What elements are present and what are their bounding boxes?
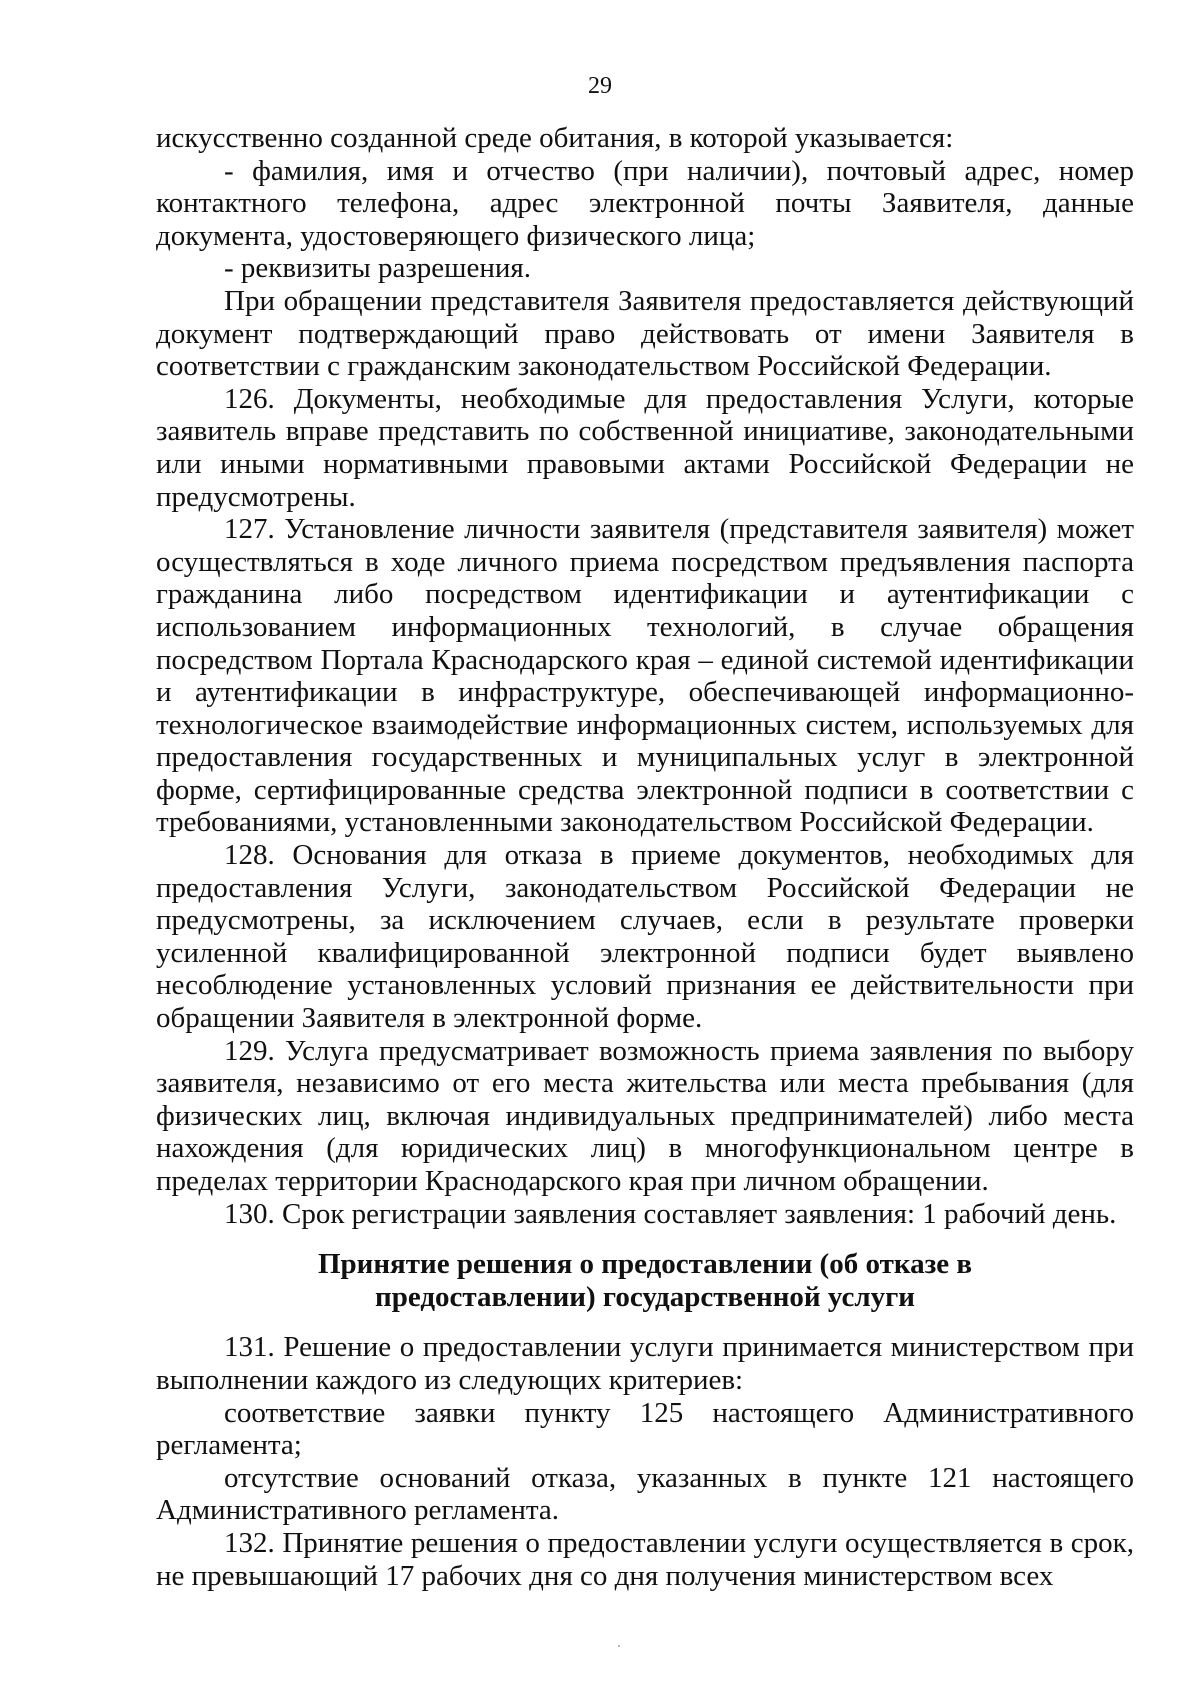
document-body: [156, 122, 1134, 1592]
paragraph-126: 126. Документы, необходимые для предоставления Услуги, которые заявитель вправе представить по собственной инициативе, законодательными или иными нормативными правовыми актами Российской Федерации не предусмотрены.: [156, 382, 1134, 513]
paragraph-132: 132. Принятие решения о предоставлении услуги осуществляется в срок, не превышающий 17 рабочих дня со дня получения министерством всех: [156, 1526, 1134, 1592]
paragraph-criterion-1: соответствие заявки пункту 125 настоящего Административного регламента;: [156, 1396, 1134, 1462]
paragraph-applicant-details: - фамилия, имя и отчество (при наличии), почтовый адрес, номер контактного телефона, адрес электронной почты Заявителя, данные документа, удостоверяющего физического лица;: [156, 154, 1134, 252]
paragraph-continuation: искусственно созданной среде обитания, в которой указывается:: [156, 122, 954, 154]
paragraph-129: 129. Услуга предусматривает возможность приема заявления по выбору заявителя, независимо от его места жительства или места пребывания (для физических лиц, включая индивидуальных предпринимателей) либо места нахождения (для юридических лиц) в многофункциональном центре в пределах территории Краснодарского края при личном обращении.: [156, 1034, 1134, 1197]
paragraph-130: 130. Срок регистрации заявления составляет заявления: 1 рабочий день.: [224, 1197, 1117, 1230]
paragraph-131: 131. Решение о предоставлении услуги принимается министерством при выполнении каждого из следующих критериев:: [156, 1331, 1134, 1396]
paragraph-permit-details: - реквизиты разрешения.: [224, 252, 531, 285]
paragraph-representative: При обращении представителя Заявителя предоставляется действующий документ подтверждающий право действовать от имени Заявителя в соответствии с гражданским законодательством Российской Федерации.: [156, 284, 1134, 383]
scan-speck: [618, 1645, 620, 1647]
section-heading-line2: предоставлении) государственной услуги: [375, 1280, 915, 1313]
paragraph-criterion-2: отсутствие оснований отказа, указанных в пункте 121 настоящего Административного регламента.: [156, 1461, 1134, 1527]
paragraph-127: 127. Установление личности заявителя (представителя заявителя) может осуществляться в ходе личного приема посредством предъявления паспорта гражданина либо посредством идентификации и аутентификации с использованием информационных технологий, в случае обращения посредством Портала Краснодарского края – единой системой идентификации и аутентификации в инфраструктуре, обеспечивающей информационно-технологическое взаимодействие информационных систем, используемых для предоставления государственных и муниципальных услуг в электронной форме, сертифицированные средства электронной подписи в соответствии с требованиями, установленными законодательством Российской Федерации.: [156, 513, 1134, 839]
paragraph-128: 128. Основания для отказа в приеме документов, необходимых для предоставления Услуги, законодательством Российской Федерации не предусмотрены, за исключением случаев, если в результате проверки усиленной квалифицированной электронной подписи будет выявлено несоблюдение установленных условий признания ее действительности при обращении Заявителя в электронной форме.: [156, 839, 1134, 1035]
page-number: 29: [588, 73, 612, 99]
section-heading: [156, 1248, 1134, 1313]
section-heading-line1: Принятие решения о предоставлении (об отказе в: [317, 1248, 973, 1281]
